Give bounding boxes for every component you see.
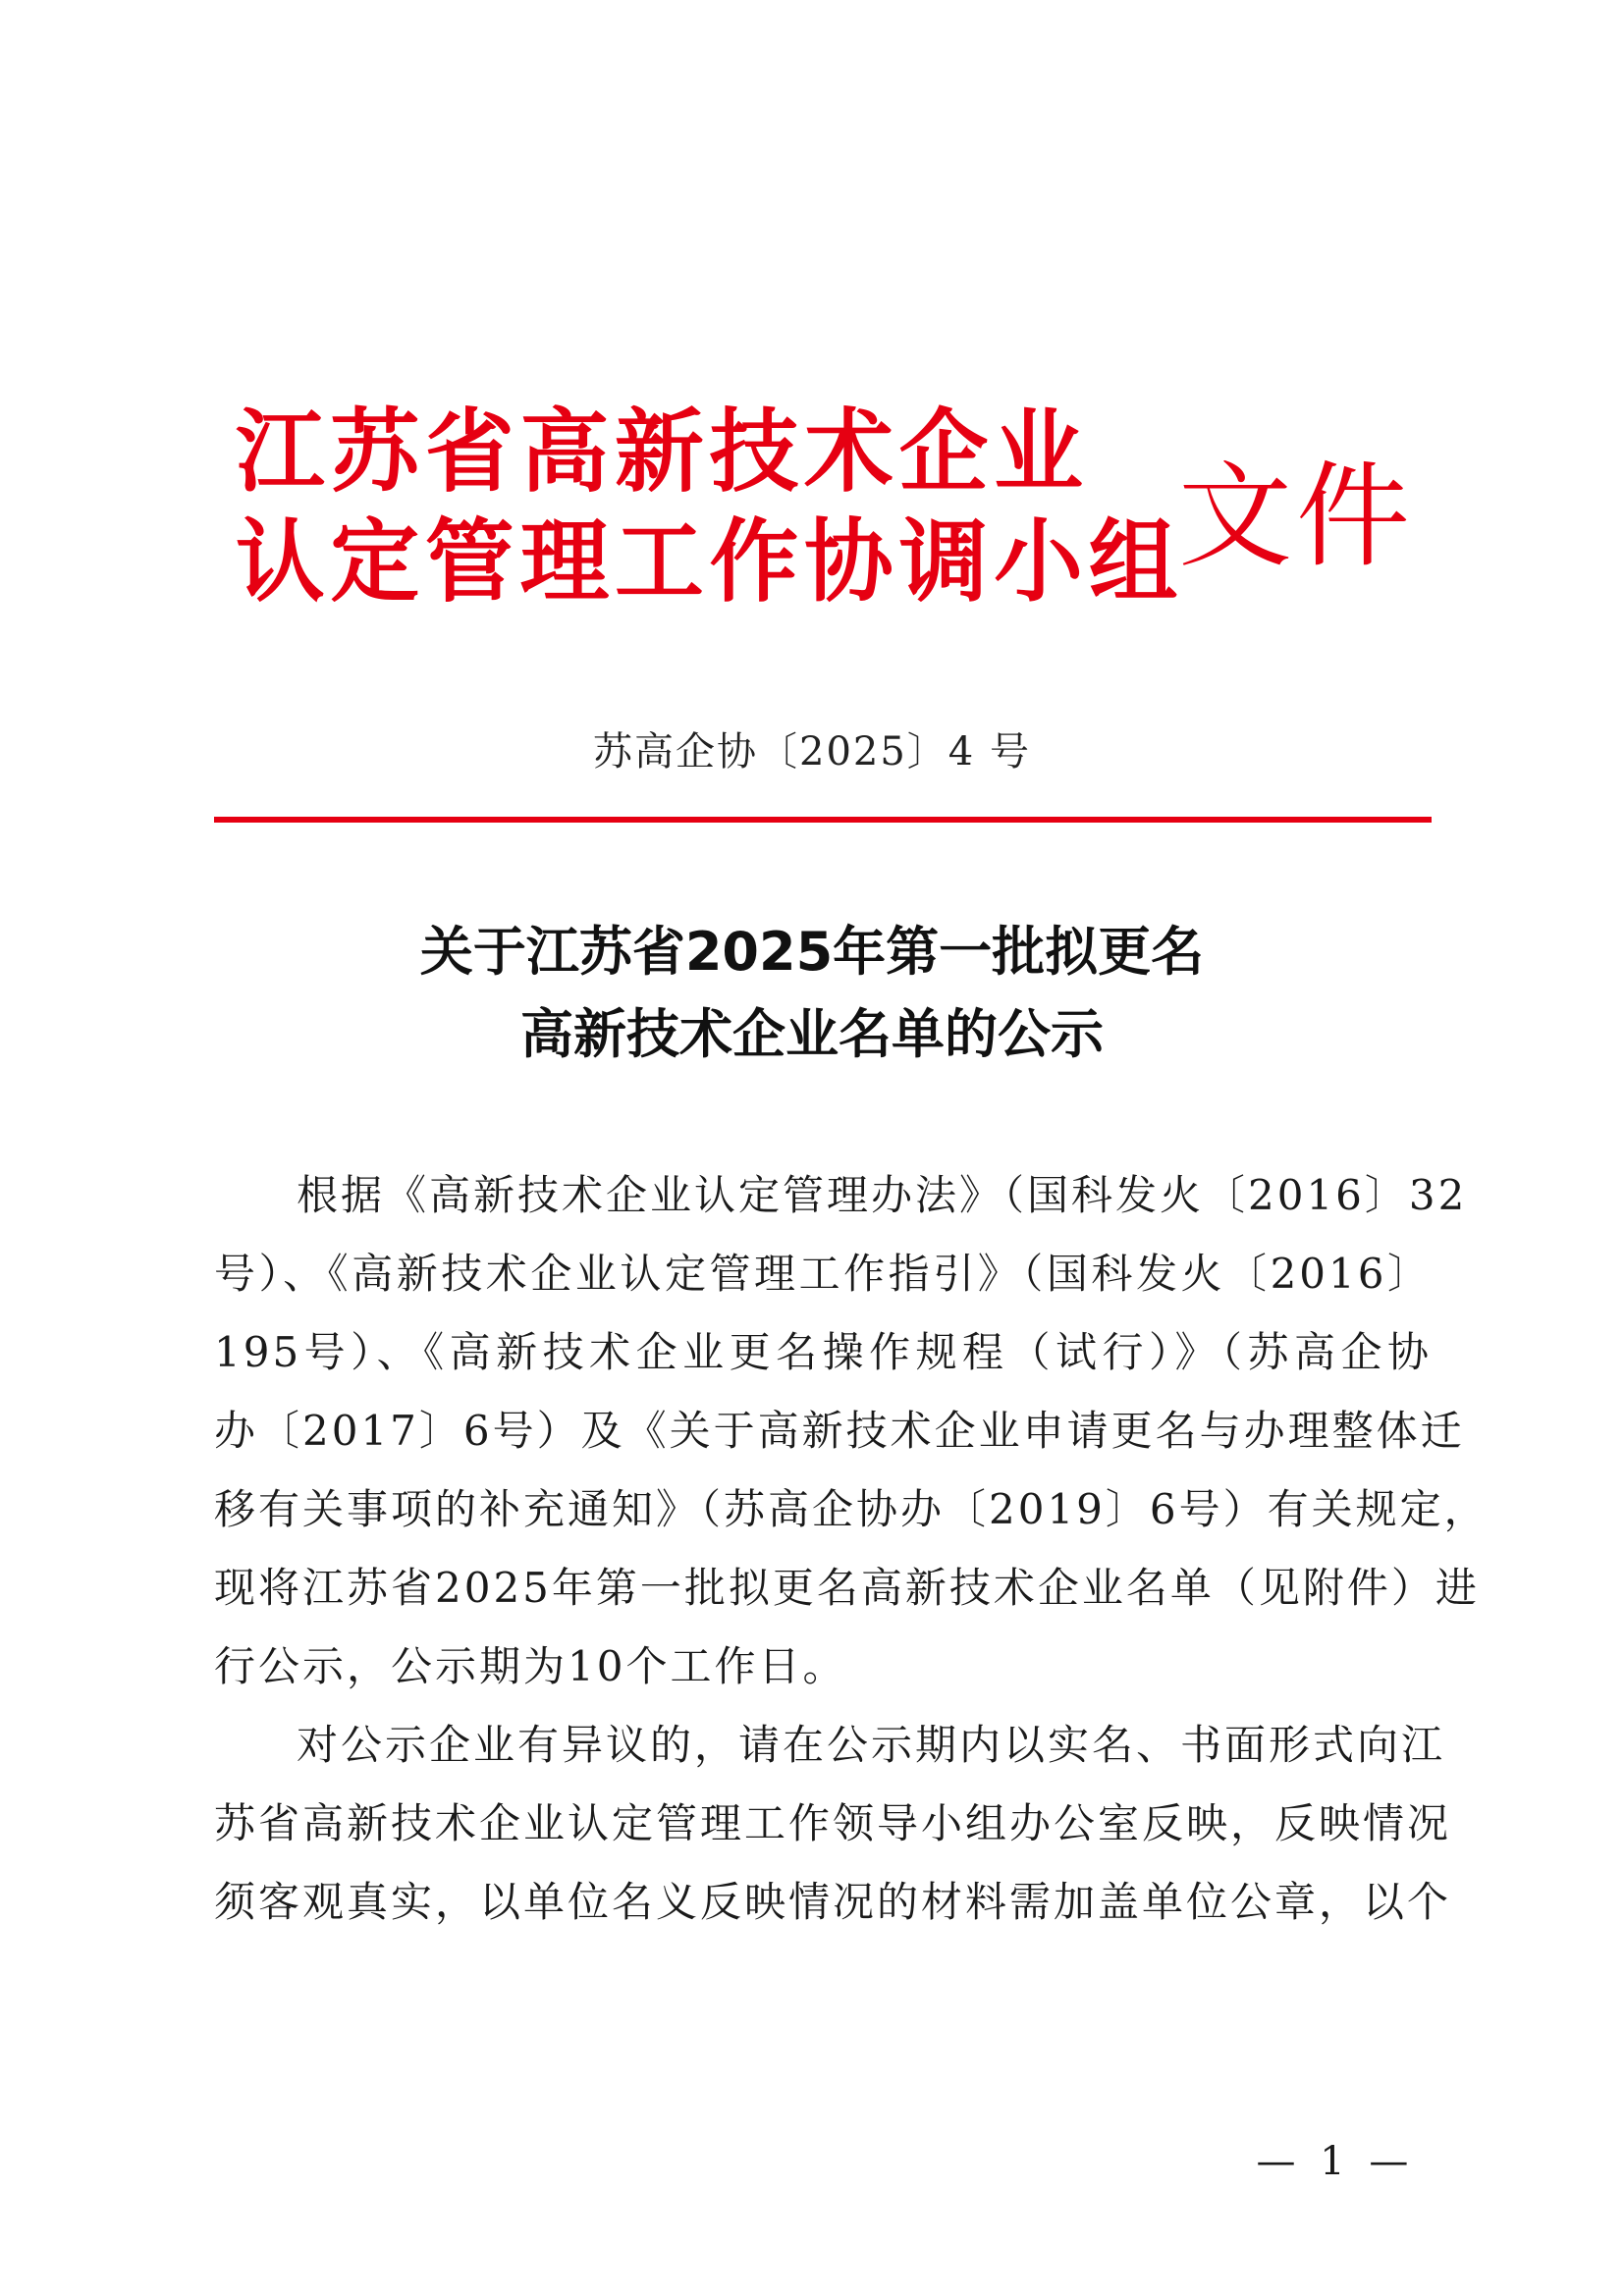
document-number: 苏高企协〔2025〕4 号 (593, 729, 1031, 774)
red-divider-line (214, 817, 1432, 823)
body-line: 195号）、《高新技术企业更名操作规程（试行）》（苏高企协 (214, 1328, 1432, 1376)
document-title (0, 911, 1624, 1076)
document-type-suffix: 文件 (1178, 451, 1414, 583)
paragraph-1 (214, 1156, 1489, 1706)
paragraph-2 (214, 1706, 1452, 1942)
body-line: 对公示企业有异议的，请在公示期内以实名、书面形式向江 (297, 1721, 1446, 1769)
page-number: — 1 — (1256, 2139, 1415, 2184)
title-line-1: 关于江苏省2025年第一批拟更名 (419, 921, 1205, 983)
body-line: 行公示，公示期为10个工作日。 (214, 1642, 847, 1690)
issuer-line-1: 江苏省高新技术企业 (236, 400, 1089, 505)
body-line: 现将江苏省2025年第一批拟更名高新技术企业名单（见附件）进 (214, 1564, 1480, 1612)
issuing-authority (236, 398, 1184, 617)
body-line: 根据《高新技术企业认定管理办法》（国科发火〔2016〕32 (297, 1171, 1468, 1219)
body-line: 号）、《高新技术企业认定管理工作指引》（国科发火〔2016〕 (214, 1250, 1432, 1298)
body-line: 移有关事项的补充通知》（苏高企协办〔2019〕6号）有关规定， (214, 1485, 1489, 1533)
body-line: 苏省高新技术企业认定管理工作领导小组办公室反映，反映情况 (214, 1799, 1452, 1847)
document-header (236, 398, 1414, 633)
document-body (214, 1156, 1489, 1942)
body-line: 办〔2017〕6号）及《关于高新技术企业申请更名与办理整体迁 (214, 1407, 1465, 1455)
title-line-2: 高新技术企业名单的公示 (520, 1003, 1104, 1065)
body-line: 须客观真实，以单位名义反映情况的材料需加盖单位公章，以个 (214, 1878, 1452, 1926)
issuer-line-2: 认定管理工作协调小组 (236, 509, 1184, 614)
